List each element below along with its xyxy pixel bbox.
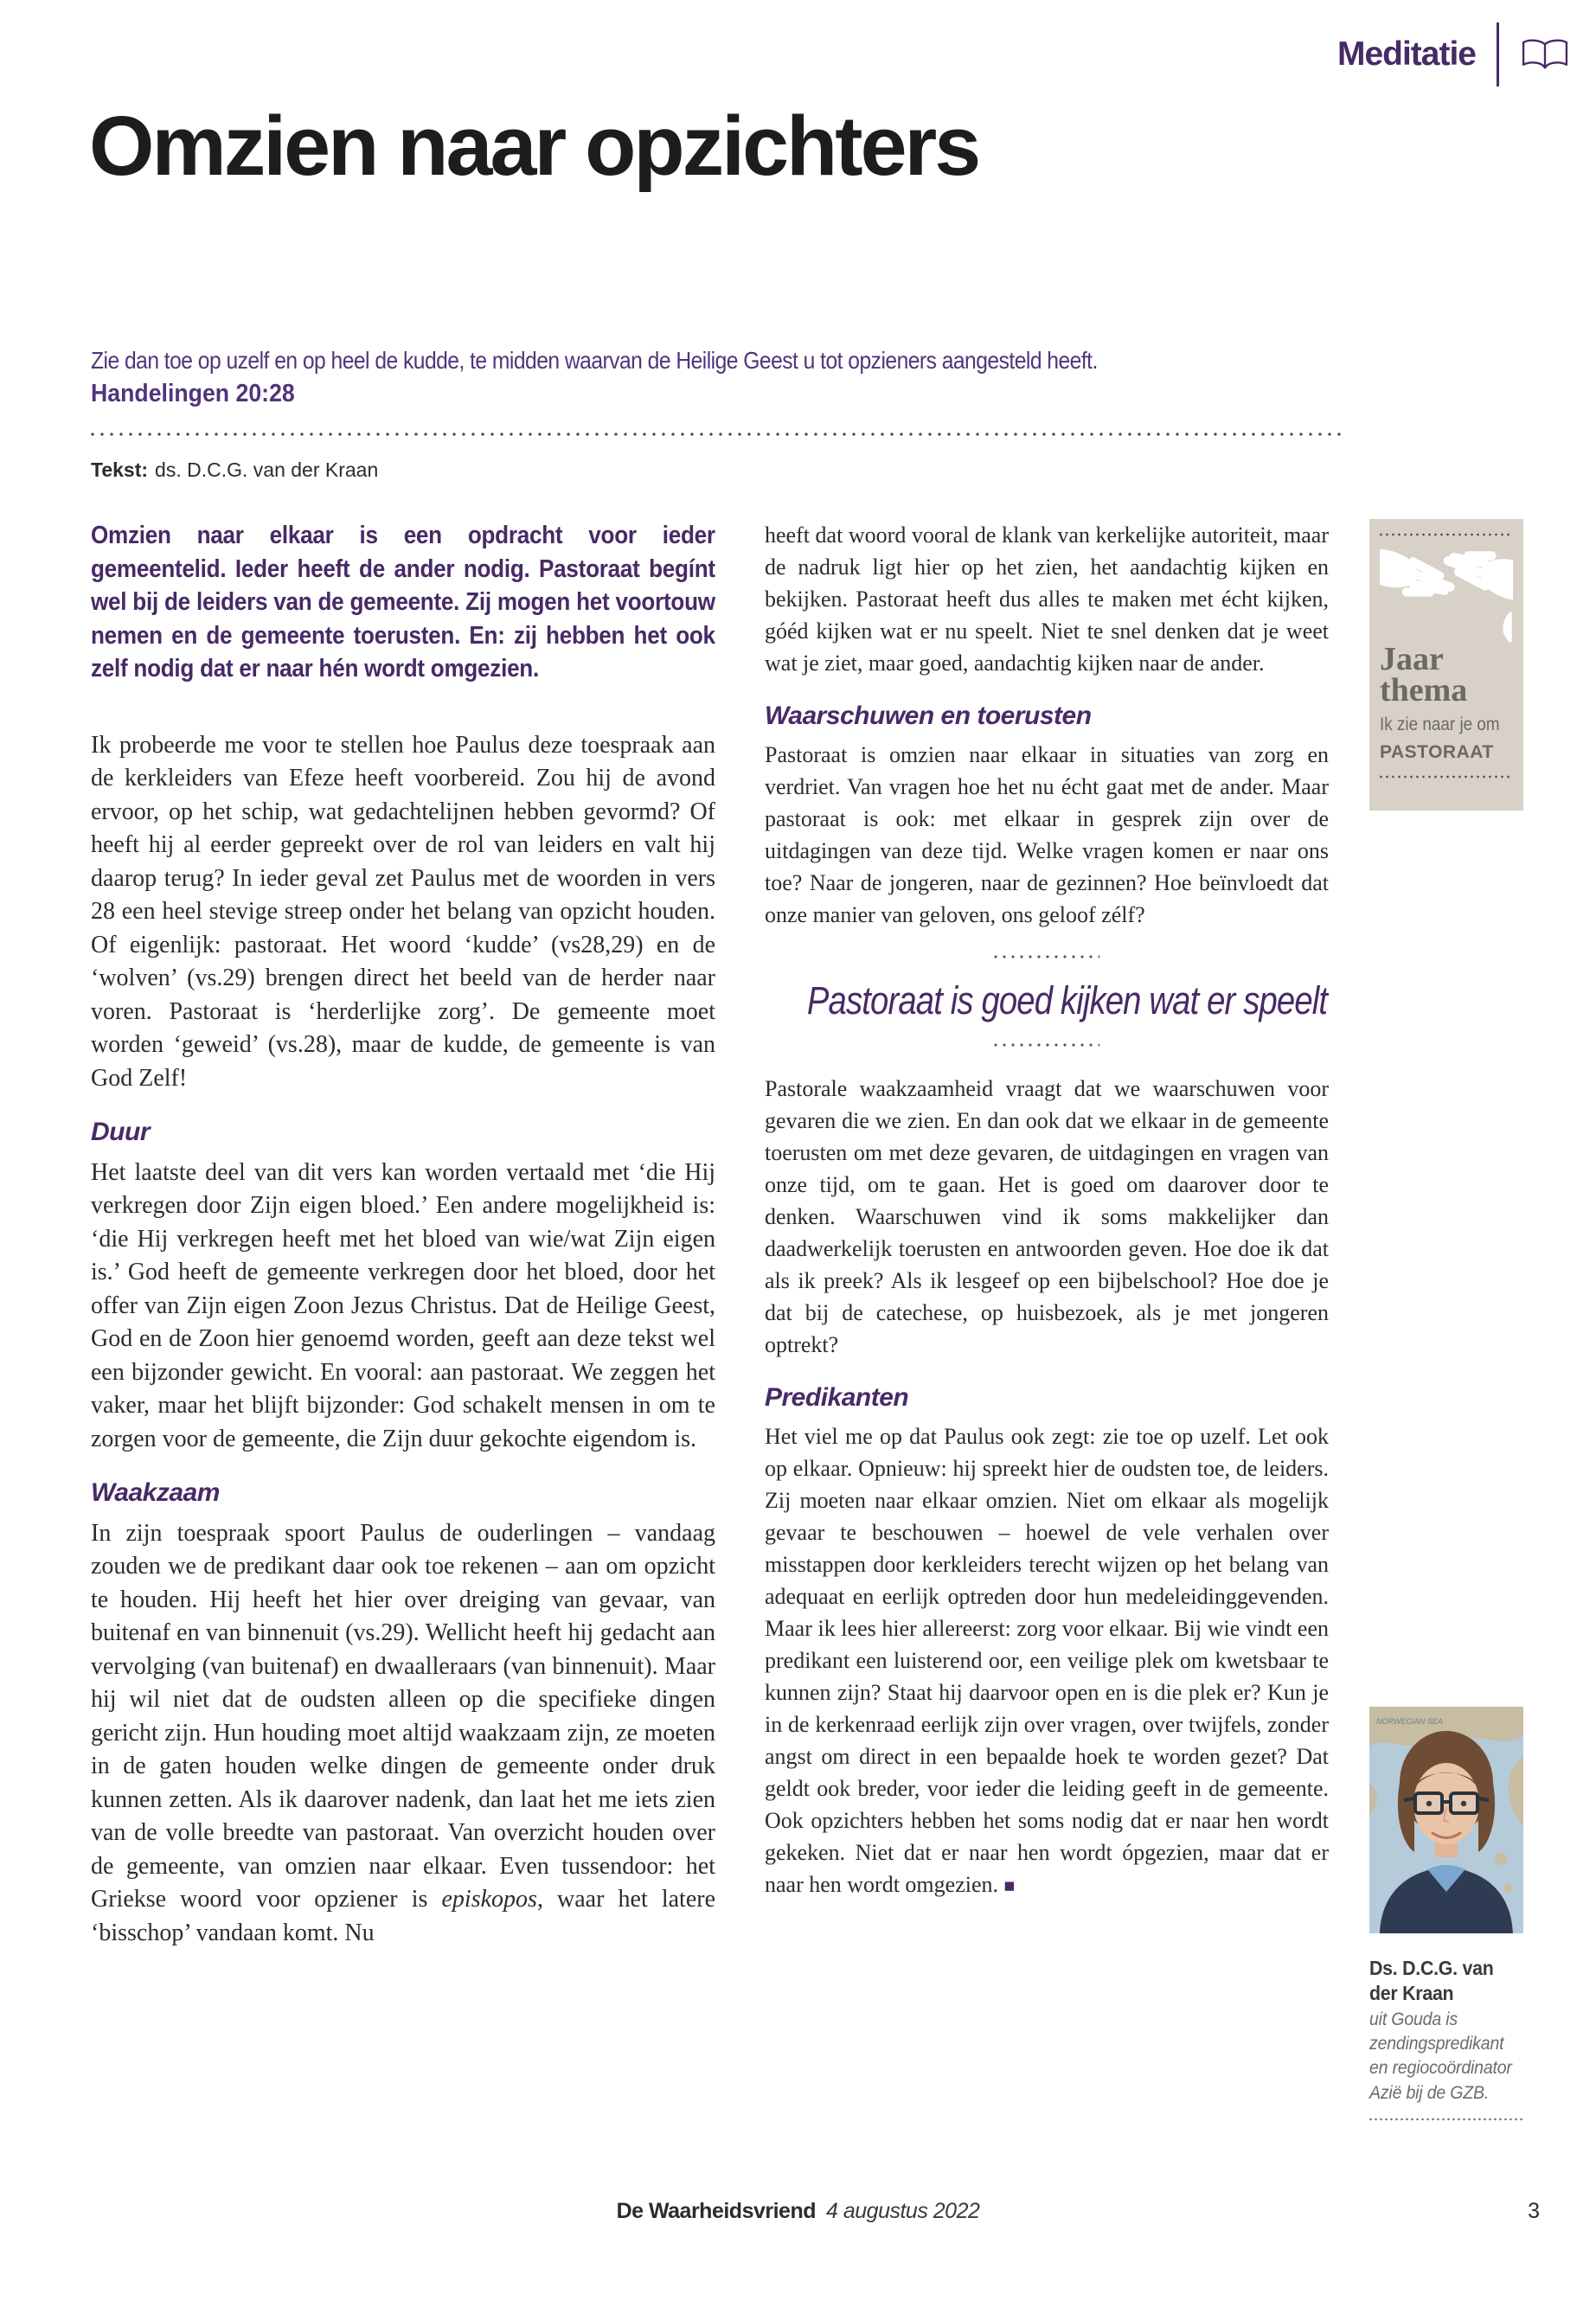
verse-block [91,347,1235,408]
magazine-name: De Waarheidsvriend [616,2199,817,2223]
dotted-rule-author [1369,2118,1523,2121]
paragraph-waakzaam: In zijn toespraak spoort Paulus de ouderlingen – vandaag zouden we de predikant daar ook toe rekenen – aan om opzicht te houden. Hij heeft het hier over dreiging van gevaar, van buitenaf en van binnenuit (vs.29). Wellicht heeft hij gedacht aan vervolging (van buitenaf) en dwaalleraars (van binnenuit). Maar hij wil niet dat de oudsten alleen op die specifieke dingen gericht zijn. Hun houding moet altijd waakzaam zijn, ze moeten in de gaten houden welke dingen de gemeente onder druk kunnen zetten. Als ik daarover nadenk, dan laat het me iets zien van de volle breedte van pastoraat. Van overzicht houden over de gemeente, van omzien naar elkaar. Even tussendoor: het Griekse woord voor opziener is episkopos, waar het latere ‘bisschop’ vandaan komt. Nu [91,1519,715,1946]
paragraph-klank: heeft dat woord vooral de klank van kerkelijke autoriteit, maar de nadruk ligt hier op het zien, het aandachtig kijken en bekijken. Pastoraat heeft dus alles te maken met écht kijken, góéd kijken wat er nu speelt. Niet te snel denken dat je weet wat je ziet, maar goed, aandachtig kijken naar de ander. [765,522,1329,676]
jaarthema-title-line1: Jaar [1380,641,1444,677]
author-name: Ds. D.C.G. van der Kraan [1369,1957,1494,2004]
paragraph-voorbereiding: Ik probeerde me voor te stellen hoe Paulus deze toespraak aan de kerkleiders van Efeze heeft voorbereid. Zou hij de avond ervoor, op het schip, wat gedachtelijnen hebben gevormd? Of heeft hij al eerder gepreekt over de rol van leiders en valt hij daarop terug? In ieder geval zet Paulus met de woorden in vers 28 een heel stevige streep onder het belang van opzicht houden. Of eigenlijk: pastoraat. Het woord ‘kudde’ (vs28,29) en de ‘wolven’ (vs.29) brengen direct het beeld van de herder naar voren. Pastoraat is ‘herderlijke zorg’. De gemeente moet worden ‘geweid’ (vs.28), maar de kudde, de gemeente is van God Zelf! [91,731,715,1092]
dotted-rule-quote-bottom [994,1043,1099,1047]
author-bio: uit Gouda is zendingspredikant en regiocoördinator Azië bij de GZB. [1369,2009,1512,2103]
heading-waarschuwen: Waarschuwen en toerusten [765,702,1092,730]
verse-reference: Handelingen 20:28 [91,380,295,407]
jaarthema-label: PASTORAAT [1380,742,1494,763]
jaarthema-rule-bottom [1380,775,1513,779]
pull-quote-block [765,955,1329,1047]
paragraph-waarschuwen: Pastoraat is omzien naar elkaar in situaties van zorg en verdriet. Van vragen hoe het nu écht gaat met de ander. Maar pastoraat is ook: met elkaar in gesprek zijn over de uitdagingen van deze tijd. Welke vragen komen er naar ons toe? Naar de jongeren, naar de gezinnen? Hoe beïnvloedt dat onze manier van geloven, ons geloof zélf? [765,742,1329,927]
heading-duur: Duur [91,1118,150,1146]
map-label: NORWEGIAN SEA [1376,1717,1443,1726]
author-box [1369,1707,1523,2121]
heading-predikanten: Predikanten [765,1382,909,1412]
dotted-rule-quote-top [994,955,1099,958]
intro-paragraph: Omzien naar elkaar is een opdracht voor ieder gemeentelid. Ieder heeft de ander nodig. Pastoraat begínt wel bij de leiders van de gemeente. Zij mogen het voortouw nemen en de gemeente toerusten. En: zij hebben het ook zelf nodig dat er naar hén wordt omgezien. [91,522,715,683]
byline [91,458,378,482]
paragraph-predikanten: Het viel me op dat Paulus ook zegt: zie toe op uzelf. Let ook op elkaar. Opnieuw: hij spreekt hier de oudsten toe, de leiders. Zij moeten naar elkaar omzien. Niet om elkaar als mogelijk gevaar te beschouwen – hoewel de vele verhalen over misstappen door kerkleiders terecht wijzen op het belang van adequaat en eerlijk optreden door hun medeleidinggevenden. Maar ik lees hier allereerst: zorg voor elkaar. Bij wie vindt een predikant een luisterend oor, een veilige plek om kwetsbaar te kunnen zijn? Staat hij daarvoor open en is die plek er? Kun je in de kerkenraad eerlijk zijn over vragen, over twijfels, zonder angst om direct in een bepaalde hoek te worden gezet? Dat geldt ook breder, voor ieder die leiding geeft in de gemeente. Ook opzichters hebben het soms nodig dat er naar hen wordt gekeken. Niet dat er naar hen wordt ópgezien, maar dat er naar hen wordt omgezien. ■ [765,1423,1329,1897]
jaarthema-banner [1369,519,1523,811]
byline-author: ds. D.C.G. van der Kraan [155,458,379,481]
jaarthema-rule-top [1380,533,1513,536]
article-title: Omzien naar opzichters [89,99,979,193]
page-header [1337,22,1570,87]
dotted-rule-top [91,433,1347,436]
header-divider [1497,22,1499,87]
open-book-icon [1520,36,1570,73]
issue-date: 4 augustus 2022 [826,2199,980,2223]
jaarthema-subtitle: Ik zie naar je om [1380,715,1500,735]
author-photo [1369,1707,1523,1933]
paragraph-duur: Het laatste deel van dit vers kan worden vertaald met ‘die Hij verkregen door Zijn eigen bloed.’ Een andere mogelijkheid is: ‘die Hij verkregen heeft met het bloed van wie/wat Zijn eigen is.’ God heeft de gemeente verkregen door het bloed, door het offer van Zijn eigen Zoon Jezus Christus. Dat de Heilige Geest, God en de Zoon hier genoemd worden, geeft aan deze tekst wel een bijzonder gewicht. En vooral: aan pastoraat. We zeggen het vaker, maar het blijft bijzonder: God schakelt mensen in om te zorgen voor de gemeente, die Zijn duur gekochte eigendom is. [91,1158,715,1452]
jaarthema-title-line2: thema [1380,672,1468,709]
left-column [91,519,715,1965]
pull-quote: Pastoraat is goed kijken wat er speelt [806,978,1328,1022]
right-column [765,519,1329,1918]
jaarthema-title [1380,641,1513,709]
section-label: Meditatie [1336,35,1476,73]
paragraph-waakzaamheid: Pastorale waakzaamheid vraagt dat we waarschuwen voor gevaren die we zien. En dan ook dat we elkaar in de gemeente toerusten om met deze gevaren, de uitdagingen en vragen van onze tijd, om te gaan. Het is goed om daarover door te denken. Waarschuwen vind ik soms makkelijker dan daadwerkelijk toerusten en antwoorden geven. Hoe doe ik dat als ik preek? Als ik lesgeef op een bijbelschool? Hoe doe je dat bij de catechese, op huisbezoek, als je met jongeren optrekt? [765,1075,1329,1357]
author-caption [1369,1956,1524,2106]
two-hands-icon [1380,540,1513,642]
byline-label: Tekst: [91,458,149,481]
verse-text: Zie dan toe op uzelf en op heel de kudde, te midden waarvan de Heilige Geest u tot opzieners aangesteld heeft. [91,347,1098,374]
page-footer [0,2199,1596,2224]
page-number: 3 [1528,2199,1540,2223]
heading-waakzaam: Waakzaam [91,1478,220,1507]
